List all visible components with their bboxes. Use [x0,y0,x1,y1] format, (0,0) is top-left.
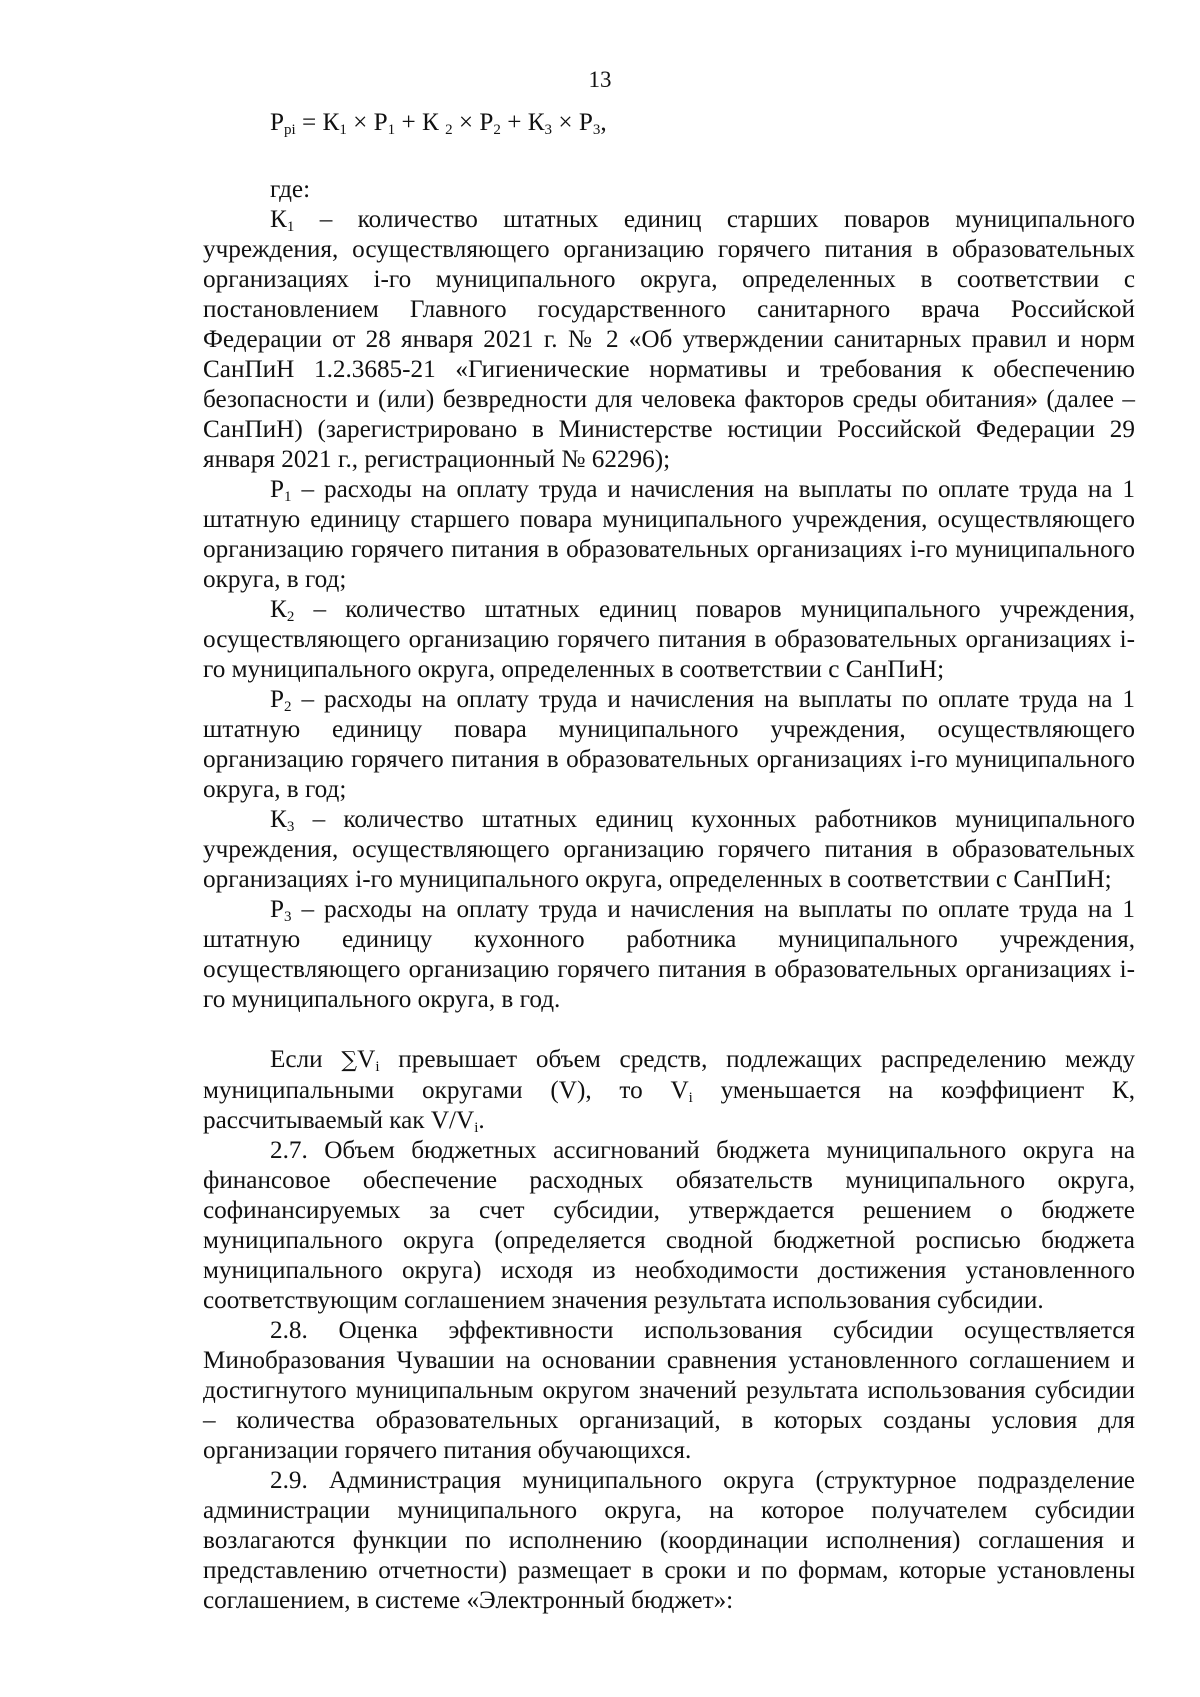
paragraph-2-8: 2.8. Оценка эффективности использования субсидии осуществляется Минобразования Чувашии на основании сравнения установленного соглашением и достигнутого муниципальным округом значений результата использования субсидии – количества образовательных организаций, в которых созданы условия для организации горячего питания обучающихся. [203,1317,1135,1464]
sum-symbol: ∑ [341,1048,358,1073]
paragraph-2-9: 2.9. Администрация муниципального округа (структурное подразделение администрации муниципального округа, на которое получателем субсидии возлагаются функции по исполнению (координации исполнения) соглашения и представлению отчетности) размещает в сроки и по формам, которые установлены соглашением, в системе «Электронный бюджет»: [203,1467,1135,1614]
page-number: 13 [588,67,612,92]
definition-k1: $К_1$ – количество штатных единиц старших поваров муниципального учреждения, осуществляющего организацию горячего питания в образовательных организациях i-го муниципального округа, определенных в соответствии с постановлением Главного государственного санитарного врача Российской Федерации от 28 января 2021 г. № 2 «Об утверждении санитарных правил и норм СанПиН 1.2.3685-21 «Гигиенические нормативы и требования к обеспечению безопасности и (или) безвредности для человека факторов среды обитания» (далее – СанПиН) (зарегистрировано в Министерстве юстиции Российской Федерации 29 января 2021 г., регистрационный № 62296); [203,206,1135,473]
document-body [203,100,1135,1616]
spacer [203,1015,1135,1045]
definition-k3: $К_3$ – количество штатных единиц кухонных работников муниципального учреждения, осуществляющего организацию горячего питания в образовательных организациях i-го муниципального округа, определенных в соответствии с СанПиН; [203,806,1135,893]
definition-p1: $Р_1$ – расходы на оплату труда и начисления на выплаты по оплате труда на 1 штатную единицу старшего повара муниципального учреждения, осуществляющего организацию горячего питания в образовательных организациях i-го муниципального округа, в год; [203,476,1135,593]
condition-paragraph: Если $\sum V_i$ превышает объем средств, подлежащих распределению между муниципальными округами (V), то $V_i$ уменьшается на коэффициент К, рассчитываемый как $V/V_i$. [203,1046,1135,1136]
definition-p2: $Р_2$ – расходы на оплату труда и начисления на выплаты по оплате труда на 1 штатную единицу повара муниципального учреждения, осуществляющего организацию горячего питания в образовательных организациях i-го муниципального округа, в год; [203,686,1135,803]
definition-k2: $К_2$ – количество штатных единиц поваров муниципального учреждения, осуществляющего организацию горячего питания в образовательных организациях i-го муниципального округа, определенных в соответствии с СанПиН; [203,596,1135,683]
formula: $P_{pi} = К_1 \times P_1 + К$ $_2 \times P_2 + К_3 \times P_3$, [270,109,607,138]
paragraph-2-7: 2.7. Объем бюджетных ассигнований бюджета муниципального округа на финансовое обеспечение расходных обязательств муниципального округа, софинансируемых за счет субсидии, утверждается решением о бюджете муниципального округа (определяется сводной бюджетной росписью бюджета муниципального округа) исходя из необходимости достижения установленного соответствующим соглашением значения результата использования субсидии. [203,1137,1135,1314]
where-label: где: [270,176,311,203]
definition-p3: $Р_3$ – расходы на оплату труда и начисления на выплаты по оплате труда на 1 штатную единицу кухонного работника муниципального учреждения, осуществляющего организацию горячего питания в образовательных организациях i-го муниципального округа, в год. [203,896,1135,1013]
